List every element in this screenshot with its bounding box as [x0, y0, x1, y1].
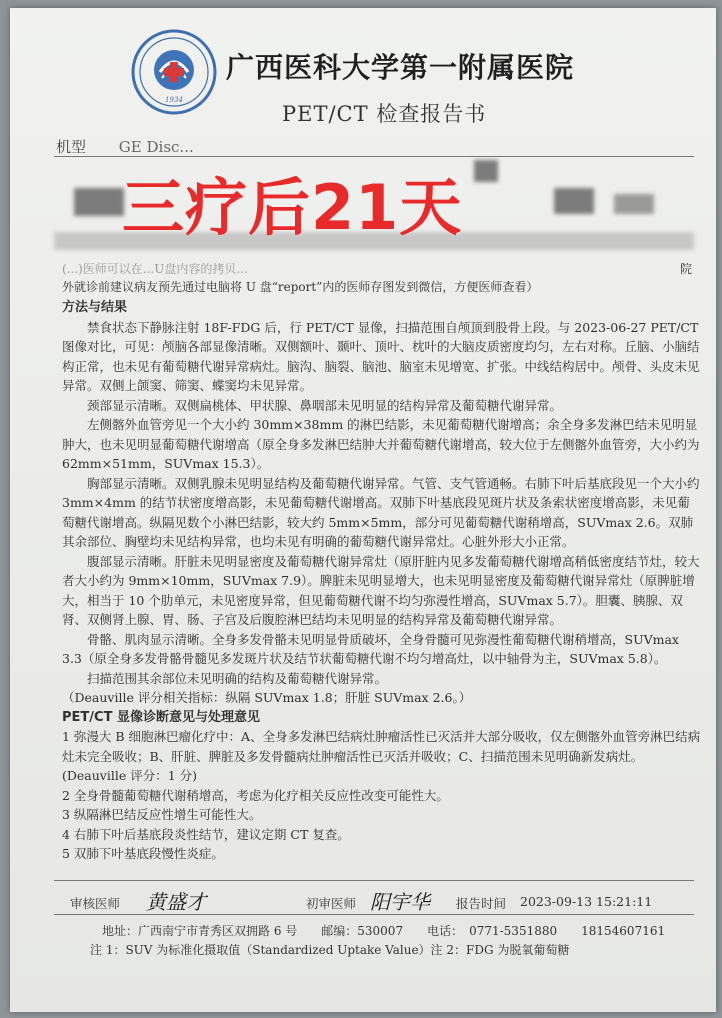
- findings-paragraph: 扫描范围其余部位未见明确的结构及葡萄糖代谢异常。: [87, 670, 388, 686]
- notice-line-1-end: 院: [679, 262, 692, 276]
- notice-line-1: [62, 260, 692, 278]
- footer-phone: 电话： 0771-5351880: [427, 924, 558, 938]
- impression-item: 1 弥漫大 B 细胞淋巴瘤化疗中：A、全身多发淋巴结病灶肿瘤活性已灭活并大部分吸收，仅左侧髂外血管旁淋巴结病灶未完全吸收；B、肝脏、脾脏及多发骨髓病灶肿瘤活性已灭活并吸收；C、扫描范围未见明确新发病灶。(Deauville 评分：1 分): [62, 729, 701, 783]
- device-label: 机型: [56, 138, 87, 156]
- reviewer-label: 审核医师: [70, 896, 121, 911]
- impression-item: 3 纵隔淋巴结反应性增生可能性大。: [62, 807, 262, 822]
- signature-divider-bottom: [54, 914, 694, 915]
- hospital-logo-icon: [130, 28, 218, 116]
- device-value: GE Disc...: [118, 138, 194, 156]
- impression-item: 5 双肺下叶基底段慢性炎症。: [62, 846, 224, 861]
- signature-row: [70, 886, 690, 916]
- impression-item: 2 全身骨髓葡萄糖代谢稍增高，考虑为化疗相关反应性改变可能性大。: [62, 787, 449, 803]
- findings-paragraph: 骨骼、肌肉显示清晰。全身多发骨骼未见明显骨质破坏，全身骨髓可见弥漫性葡萄糖代谢稍增高，SUVmax 3.3（原全身多发骨骼骨髓见多发斑片状及结节状葡萄糖代谢不均匀增高灶，以中轴骨为主，SUVmax 5.8）。: [62, 631, 679, 666]
- findings-heading: 方法与结果: [62, 300, 128, 315]
- device-row: [56, 136, 194, 157]
- report-time-value: 2023-09-13 15:21:11: [520, 894, 653, 909]
- header-divider: [54, 156, 694, 157]
- impression-heading: PET/CT 显像诊断意见与处理意见: [62, 709, 260, 725]
- footer-phone-2: 18154607161: [581, 924, 666, 938]
- findings-paragraph: 左侧髂外血管旁见一个大小约 30mm×38mm 的淋巴结影，未见葡萄糖代谢增高；余全身多发淋巴结未见明显肿大，也未见明显葡萄糖代谢增高（原全身多发淋巴结肿大并葡萄糖代谢增高，较大位于左侧髂外血管旁，大小约为 62mm×51mm，SUVmax 15.3）。: [62, 417, 700, 471]
- footer-contact: [102, 922, 712, 941]
- footer: [90, 922, 712, 960]
- initial-reviewer-label: 初审医师: [306, 896, 357, 911]
- report-title: PET/CT 检查报告书: [282, 102, 487, 126]
- findings-paragraph: 禁食状态下静脉注射 18F-FDG 后，行 PET/CT 显像，扫描范围自颅顶到股骨上段。与 2023-06-27 PET/CT 图像对比，可见：颅脑各部显像清晰。双侧额叶、颞叶、顶叶、枕叶的大脑皮质密度均匀，左右对称。丘脑、小脑结构正常，也未见有葡萄糖代谢异常病灶。脑沟、脑裂、脑池、脑室未见增宽、扩张。中线结构居中。颅骨、头皮未见异常。双侧上颌窦、筛窦、蝶窦均未见异常。: [62, 319, 700, 393]
- report-paper: [10, 8, 716, 1012]
- notice-line-2: 外就诊前建议病友预先通过电脑将 U 盘“report”内的医师存图发到微信，方便医师查看）: [62, 280, 539, 294]
- footer-address: 地址：广西南宁市青秀区双拥路 6 号: [102, 924, 298, 938]
- report-body: [62, 298, 702, 864]
- findings-paragraph: 胸部显示清晰。双侧乳腺未见明显结构及葡萄糖代谢异常。气管、支气管通畅。右肺下叶后基底段见一个大小约 3mm×4mm 的结节状密度增高影，未见葡萄糖代谢增高。双肺下叶基底段见斑片状及条索状密度增高影，未见葡萄糖代谢增高。纵隔见数个小淋巴结影，较大约 5mm×5mm，部分可见葡萄糖代谢稍增高，SUVmax 2.6。双肺其余部位、胸壁均未见结构异常，也均未见有明确的葡萄糖代谢异常灶。心脏外形大小正常。: [62, 475, 700, 549]
- notice-text: [62, 260, 692, 296]
- hospital-name: 广西医科大学第一附属医院: [226, 51, 575, 84]
- initial-reviewer-signature: 阳宇华: [370, 890, 430, 914]
- findings-paragraph: 腹部显示清晰。肝脏未见明显密度及葡萄糖代谢异常灶（原肝脏内见多发葡萄糖代谢增高稍低密度结节灶，较大者大小约为 9mm×10mm，SUVmax 7.9）。脾脏未见明显增大，也未见明显密度及葡萄糖代谢异常灶（原脾脏增大，相当于 10 个肋单元，未见密度异常，但见葡萄糖代谢不均匀弥漫性增高，SUVmax 5.7）。胆囊、胰腺、双肾、双侧肾上腺、胃、肠、子宫及后腹腔淋巴结均未见明显的结构异常及葡萄糖代谢异常。: [62, 553, 700, 627]
- report-time-label: 报告时间: [456, 896, 507, 911]
- findings-paragraph: 颈部显示清晰。双侧扁桃体、甲状腺、鼻咽部未见明显的结构异常及葡萄糖代谢异常。: [87, 397, 563, 413]
- reviewer-signature: 黄盛才: [146, 890, 206, 914]
- signature-divider-top: [54, 880, 694, 881]
- overlay-annotation: 三疗后21天: [122, 171, 463, 244]
- impression-item: 4 右肺下叶后基底段炎性结节，建议定期 CT 复查。: [62, 826, 350, 842]
- notice-line-1-cut: (...)医师可以在...U盘内容的拷贝...: [62, 262, 248, 276]
- logo-year: 1934: [165, 96, 183, 104]
- footer-note: 注 1：SUV 为标准化摄取值（Standardized Uptake Value）注 2：FDG 为脱氧葡萄糖: [90, 943, 570, 957]
- footer-postcode: 邮编：530007: [321, 924, 404, 938]
- deauville-note: （Deauville 评分相关指标：纵隔 SUVmax 1.8；肝脏 SUVmax 2.6。）: [62, 690, 472, 705]
